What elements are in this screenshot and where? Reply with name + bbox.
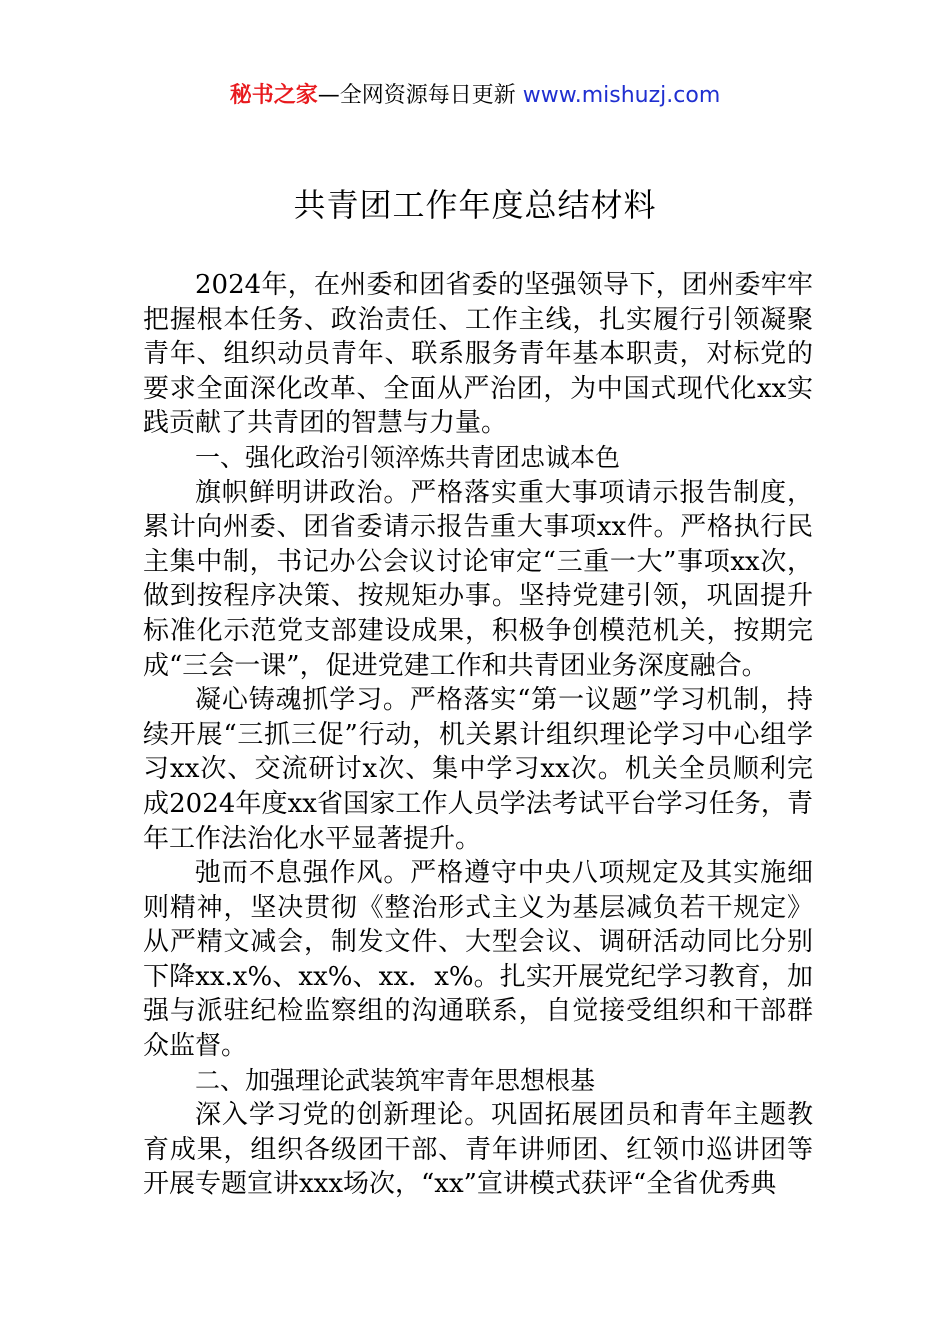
- paragraph-politics: 旗帜鲜明讲政治。严格落实重大事项请示报告制度，累计向州委、团省委请示报告重大事项xx件。严格执行民主集中制，书记办公会议讨论审定“三重一大”事项xx次，做到按程序决策、按规矩办事。坚持党建引领，巩固提升标准化示范党支部建设成果，积极争创模范机关，按期完成“三会一课”，促进党建工作和共青团业务深度融合。: [143, 477, 813, 681]
- brand-name: 秘书之家: [229, 83, 318, 108]
- intro-paragraph: 2024年，在州委和团省委的坚强领导下，团州委牢牢把握根本任务、政治责任、工作主线，扎实履行引领凝聚青年、组织动员青年、联系服务青年基本职责，对标党的要求全面深化改革、全面从严治团，为中国式现代化xx实践贡献了共青团的智慧与力量。: [143, 270, 813, 439]
- paragraph-study: 凝心铸魂抓学习。严格落实“第一议题”学习机制，持续开展“三抓三促”行动，机关累计组织理论学习中心组学习xx次、交流研讨x次、集中学习xx次。机关全员顺利完成2024年度xx省国家工作人员学法考试平台学习任务，青年工作法治化水平显著提升。: [143, 685, 813, 854]
- section-heading-2: 二、加强理论武装筑牢青年思想根基: [195, 1065, 596, 1095]
- paragraph-theory: 深入学习党的创新理论。巩固拓展团员和青年主题教育成果，组织各级团干部、青年讲师团、红领巾巡讲团等开展专题宣讲xxx场次，“xx”宣讲模式获评“全省优秀典: [143, 1100, 813, 1200]
- header-tagline: —全网资源每日更新: [317, 83, 516, 108]
- paragraph-style: 弛而不息强作风。严格遵守中央八项规定及其实施细则精神，坚决贯彻《整治形式主义为基层减负若干规定》从严精文减会，制发文件、大型会议、调研活动同比分别下降xx.x%、xx%、xx．x%。扎实开展党纪学习教育，加强与派驻纪检监察组的沟通联系，自觉接受组织和干部群众监督。: [143, 858, 813, 1062]
- site-header: [0, 80, 950, 112]
- site-url-link[interactable]: www.mishuzj.com: [522, 83, 721, 108]
- section-heading-1: 一、强化政治引领淬炼共青团忠诚本色: [195, 442, 621, 472]
- document-body: [143, 268, 813, 1202]
- document-title: 共青团工作年度总结材料: [293, 186, 657, 224]
